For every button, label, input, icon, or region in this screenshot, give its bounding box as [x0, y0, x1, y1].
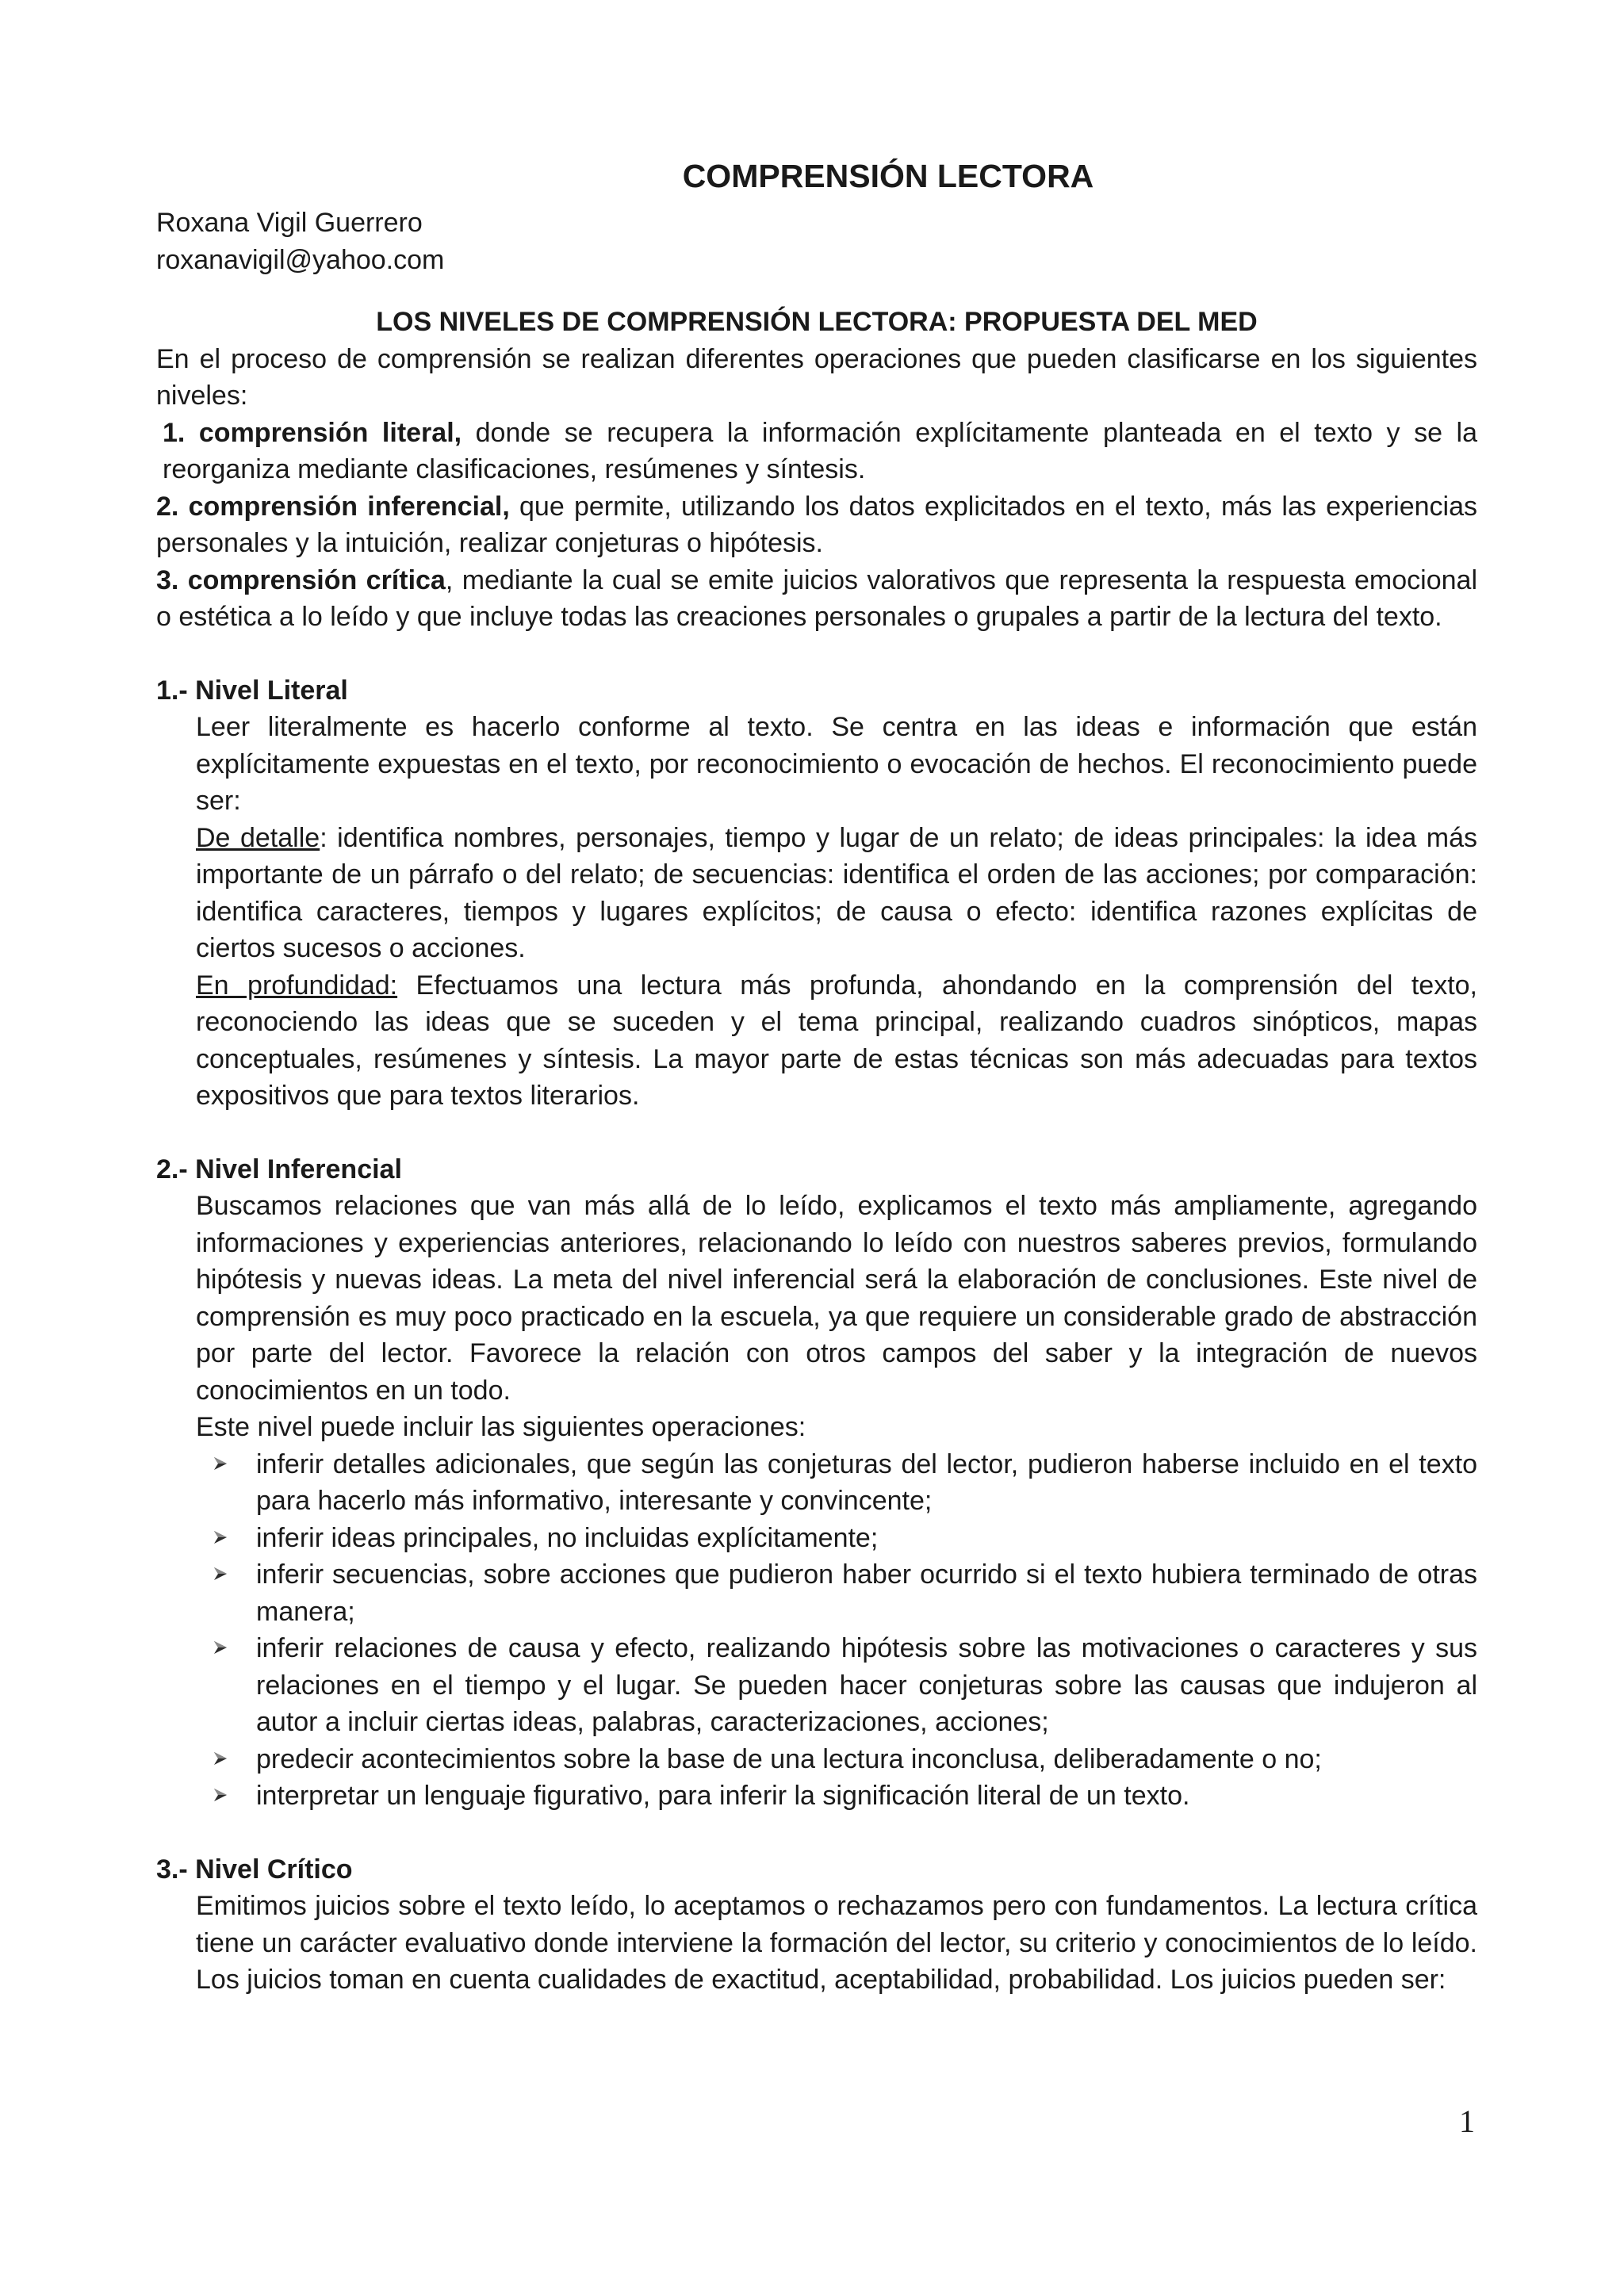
- level-inferential-text: que permite, utilizando los datos explicitados en el texto, más las experiencias personales y la intuición, realizar conjeturas o hipótesis.: [156, 491, 1477, 558]
- author-name: Roxana Vigil Guerrero: [156, 208, 423, 238]
- level-critical-text: , mediante la cual se emite juicios valorativos que representa la respuesta emocional o estética a lo leído y que incluye todas las creaciones personales o grupales a partir de la lectura del texto.: [156, 564, 1478, 632]
- level-literal-label: 1. comprensión literal,: [163, 417, 462, 448]
- arrow-bullet-icon: [212, 1529, 229, 1546]
- operation-text: predecir acontecimientos sobre la base de una lectura inconclusa, deliberadamente o no;: [256, 1743, 1322, 1774]
- level-inferential-item: [156, 488, 1477, 562]
- arrow-bullet-icon: [212, 1750, 229, 1767]
- inferential-section: [156, 1188, 1477, 1446]
- inferential-operations-list: [156, 1446, 1477, 1815]
- level-literal-item: [156, 415, 1477, 488]
- document-title: COMPRENSIÓN LECTORA: [682, 158, 1094, 194]
- level-critical-item: [156, 562, 1477, 636]
- arrow-bullet-icon: [212, 1565, 229, 1582]
- literal-depth-text: Efectuamos una lectura más profunda, ahondando en la comprensión del texto, reconociendo las ideas que se suceden y el tema principal, realizando cuadros sinópticos, mapas conceptuales, resúmenes y síntesis. La mayor parte de estas técnicas son más adecuadas para textos expositivos que para textos literarios.: [196, 970, 1478, 1111]
- section-heading: LOS NIVELES DE COMPRENSIÓN LECTORA: PROPUESTA DEL MED: [376, 307, 1258, 337]
- inferential-intro: Buscamos relaciones que van más allá de lo leído, explicamos el texto más ampliamente, agregando informaciones y experiencias anteriores, relacionando lo leído con nuestros saberes previos, formulando hipótesis y nuevas ideas. La meta del nivel inferencial será la elaboración de conclusiones. Este nivel de comprensión es muy poco practicado en la escuela, ya que requiere un considerable grado de abstracción por parte del lector. Favorece la relación con otros campos del saber y la integración de nuevos conocimientos en un todo.: [196, 1191, 1477, 1406]
- arrow-bullet-icon: [212, 1639, 229, 1656]
- critical-intro: Emitimos juicios sobre el texto leído, lo aceptamos o rechazamos pero con fundamentos. La lectura crítica tiene un carácter evaluativo donde interviene la formación del lector, su criterio y conocimientos de lo leído. Los juicios toman en cuenta cualidades de exactitud, aceptabilidad, probabilidad. Los juicios pueden ser:: [196, 1891, 1477, 1995]
- list-item: [256, 1777, 1477, 1815]
- arrow-bullet-icon: [212, 1455, 229, 1472]
- critical-heading: 3.- Nivel Crítico: [156, 1854, 353, 1885]
- literal-intro: Leer literalmente es hacerlo conforme al texto. Se centra en las ideas e información que están explícitamente expuestas en el texto, por reconocimiento o evocación de hechos. El reconocimiento puede ser:: [196, 712, 1477, 816]
- operation-text: inferir ideas principales, no incluidas explícitamente;: [256, 1522, 879, 1553]
- list-item: [256, 1446, 1477, 1520]
- inferential-ops-intro: Este nivel puede incluir las siguientes operaciones:: [196, 1412, 806, 1442]
- literal-detail-text: : identifica nombres, personajes, tiempo y lugar de un relato; de ideas principales: la idea más importante de un párrafo o del relato; de secuencias: identifica el orden de las acciones; por comparación: identifica caracteres, tiempos y lugares explícitos; de causa o efecto: identifica razones explícitas de ciertos sucesos o acciones.: [196, 822, 1477, 963]
- level-literal-text: donde se recupera la información explícitamente planteada en el texto y se la reorganiza mediante clasificaciones, resúmenes y síntesis.: [163, 417, 1478, 484]
- level-critical-label: 3. comprensión crítica: [156, 564, 446, 595]
- page-number: 1: [1459, 2103, 1475, 2139]
- list-item: [256, 1556, 1477, 1630]
- literal-depth-paragraph: [196, 967, 1477, 1115]
- operation-text: inferir relaciones de causa y efecto, realizando hipótesis sobre las motivaciones o caracteres y sus relaciones en el tiempo y el lugar. Se pueden hacer conjeturas sobre las causas que indujeron al autor a incluir ciertas ideas, palabras, caracterizaciones, acciones;: [256, 1633, 1477, 1737]
- critical-section: [156, 1888, 1477, 1999]
- operation-text: inferir detalles adicionales, que según las conjeturas del lector, pudieron haberse incluido en el texto para hacerlo más informativo, interesante y convincente;: [256, 1448, 1477, 1516]
- level-inferential-label: 2. comprensión inferencial,: [156, 491, 510, 522]
- document-body: [156, 152, 1477, 1999]
- list-item: [256, 1630, 1477, 1741]
- operation-text: inferir secuencias, sobre acciones que pudieron haber ocurrido si el texto hubiera terminado de otras manera;: [256, 1559, 1477, 1627]
- author-email: roxanavigil@yahoo.com: [156, 244, 445, 275]
- literal-heading: 1.- Nivel Literal: [156, 675, 348, 706]
- literal-detail-paragraph: [196, 820, 1477, 967]
- intro-paragraph: En el proceso de comprensión se realizan diferentes operaciones que pueden clasificarse en los siguientes niveles:: [156, 343, 1477, 411]
- list-item: [256, 1741, 1477, 1778]
- literal-section: [156, 709, 1477, 1115]
- literal-depth-label: En profundidad:: [196, 970, 398, 1001]
- arrow-bullet-icon: [212, 1786, 229, 1804]
- list-item: [256, 1520, 1477, 1557]
- operation-text: interpretar un lenguaje figurativo, para inferir la significación literal de un texto.: [256, 1781, 1190, 1811]
- inferential-heading: 2.- Nivel Inferencial: [156, 1154, 402, 1184]
- literal-detail-label: De detalle: [196, 822, 320, 853]
